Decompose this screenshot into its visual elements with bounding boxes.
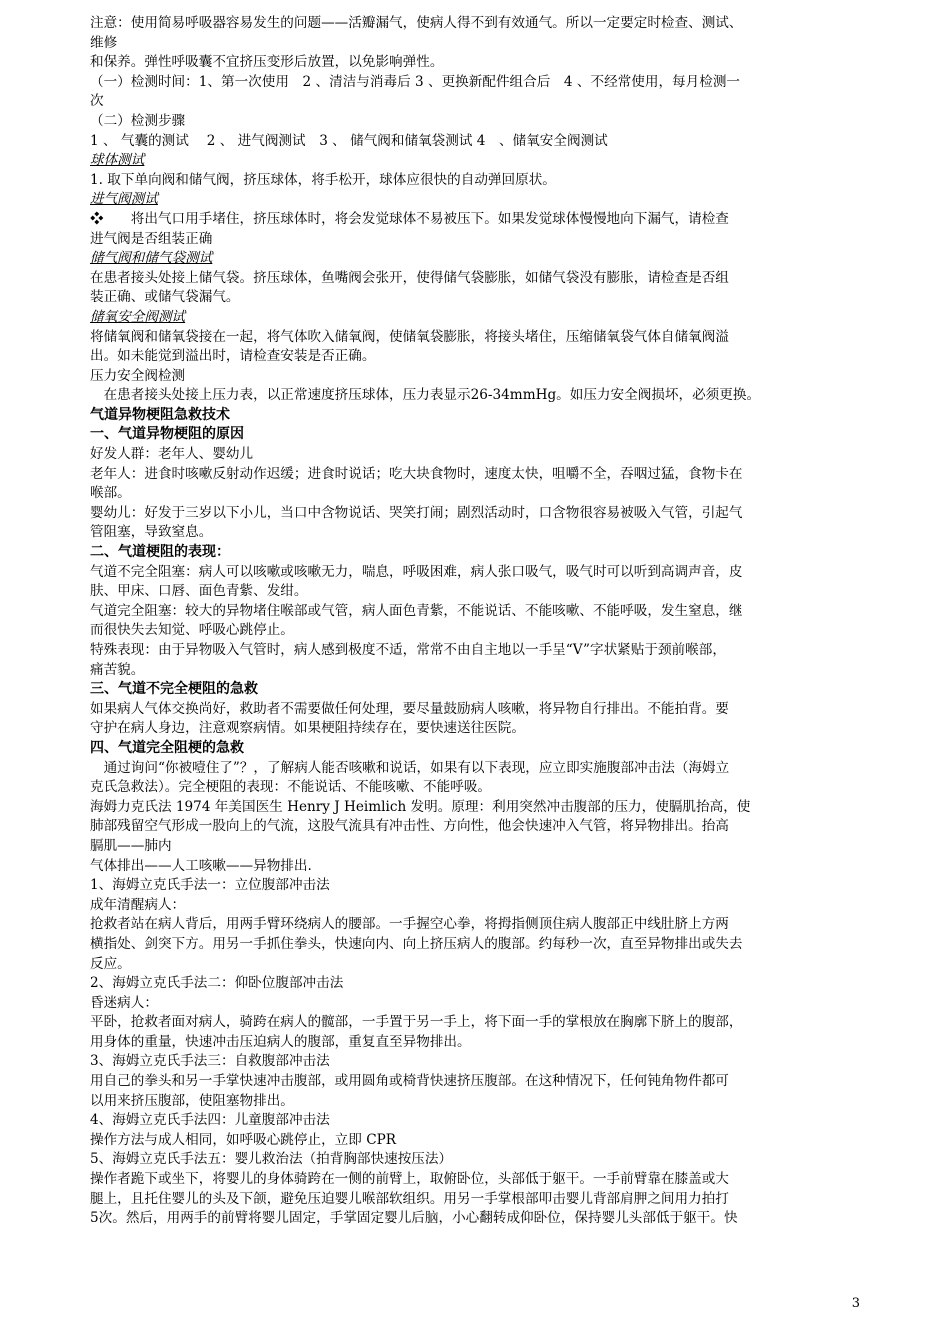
text-line: 操作方法与成人相同，如呼吸心跳停止，立即 CPR	[90, 1131, 396, 1148]
text-line: 2、海姆立克氏手法二：仰卧位腹部冲击法	[90, 975, 344, 992]
section-heading: 一、气道异物梗阻的原因	[90, 426, 244, 443]
text-line: 次	[90, 93, 104, 110]
text-line: 操作者跪下或坐下，将婴儿的身体骑跨在一侧的前臂上，取俯卧位，头部低于躯干。一手前臂靠在膝盖或大	[90, 1171, 729, 1188]
text-line: ❖ 将出气口用手堵住，挤压球体时，将会发觉球体不易被压下。如果发觉球体慢慢地向下漏气，请检查	[90, 210, 729, 227]
text-line: 用自己的拳头和另一手掌快速冲击腹部，或用圆角或椅背快速挤压腹部。在这种情况下，任何钝角物件都可	[90, 1073, 729, 1090]
text-line: 气体排出——人工咳嗽——异物排出.	[90, 857, 312, 874]
text-line: 在患者接头处接上压力表，以正常速度挤压球体，压力表显示26-34mmHg。如压力安全阀损坏，必须更换。	[90, 387, 761, 404]
text-line: 在患者接头处接上储气袋。挤压球体，鱼嘴阀会张开，使得储气袋膨胀，如储气袋没有膨胀，请检查是否组	[90, 269, 729, 286]
text-line: 3、海姆立克氏手法三：自救腹部冲击法	[90, 1053, 330, 1070]
text-line: 好发人群：老年人、婴幼儿	[90, 446, 254, 463]
text-line: 压力安全阀检测	[90, 367, 186, 384]
text-line: 将储氧阀和储氧袋接在一起，将气体吹入储氧阀，使储氧袋膨胀，将接头堵住，压缩储氧袋气体自储氧阀溢	[90, 328, 729, 345]
section-heading: 气道异物梗阻急救技术	[90, 406, 230, 423]
text-line: 1、海姆立克氏手法一：立位腹部冲击法	[90, 877, 330, 894]
text-line: 横指处、剑突下方。用另一手抓住拳头，快速向内、向上挤压病人的腹部。约每秒一次，直至异物排出或失去	[90, 935, 743, 952]
text-line: 肺部残留空气形成一股向上的气流，这股气流具有冲击性、方向性，他会快速冲入气管，将异物排出。抬高	[90, 818, 729, 835]
text-line: 管阻塞，导致窒息。	[90, 524, 213, 541]
subsection-title: 进气阀测试	[90, 191, 158, 208]
text-line: 克氏急救法）。完全梗阻的表现：不能说话、不能咳嗽、不能呼吸。	[90, 779, 492, 796]
text-line: 1 、 气囊的测试 2 、 进气阀测试 3 、 储气阀和储氧袋测试 4 、储氧安全阀测试	[90, 132, 608, 149]
text-line: 肤、甲床、口唇、面色青紫、发绀。	[90, 583, 308, 600]
text-line: 出。如未能觉到溢出时，请检查安装是否正确。	[90, 348, 376, 365]
text-line: 喉部。	[90, 485, 131, 502]
text-line: 用身体的重量，快速冲击压迫病人的腹部，重复直至异物排出。	[90, 1033, 471, 1050]
text-line: 特殊表现：由于异物吸入气管时，病人感到极度不适，常常不由自主地以一手呈“V”字状紧贴于颈前喉部，	[90, 642, 726, 658]
text-line: 5次。然后，用两手的前臂将婴儿固定，手掌固定婴儿后脑，小心翻转成仰卧位，保持婴儿头部低于躯干。快	[90, 1210, 738, 1227]
text-line: 5、海姆立克氏手法五：婴儿救治法（拍背胸部快速按压法）	[90, 1151, 453, 1168]
text-line: 进气阀是否组装正确	[90, 230, 213, 247]
text-line: （二）检测步骤	[90, 112, 186, 129]
text-line: 膈肌——肺内	[90, 837, 172, 854]
text-line: 和保养。弹性呼吸囊不宜挤压变形后放置，以免影响弹性。	[90, 54, 444, 71]
text-line: 注意：使用简易呼吸器容易发生的问题——活瓣漏气，使病人得不到有效通气。所以一定要定时检查、测试、	[90, 15, 743, 31]
text-line: 气道不完全阻塞：病人可以咳嗽或咳嗽无力，喘息，呼吸困难，病人张口吸气，吸气时可以听到高调声音，皮	[90, 563, 743, 580]
text-line: 装正确、或储气袋漏气。	[90, 289, 240, 306]
subsection-title: 球体测试	[90, 152, 145, 169]
page-number: 3	[851, 1296, 860, 1311]
text-line: 腿上，且托住婴儿的头及下颌，避免压迫婴儿喉部软组织。用另一手掌根部叩击婴儿背部肩胛之间用力拍打	[90, 1190, 729, 1207]
text-line: 4、海姆立克氏手法四：儿童腹部冲击法	[90, 1112, 330, 1129]
text-line: 气道完全阻塞：较大的异物堵住喉部或气管，病人面色青紫，不能说话、不能咳嗽、不能呼吸，发生窒息，继	[90, 602, 743, 619]
text-line: 平卧，抢救者面对病人，骑跨在病人的髋部，一手置于另一手上，将下面一手的掌根放在胸廓下脐上的腹部，	[90, 1014, 743, 1031]
section-heading: 二、气道梗阻的表现：	[90, 544, 230, 561]
section-heading: 三、气道不完全梗阻的急救	[90, 681, 258, 698]
text-line: 海姆力克氏法 1974 年美国医生 Henry J Heimlich 发明。原理：利用突然冲击腹部的压力，使膈肌抬高，使	[90, 798, 751, 815]
text-line: 痛苦貌。	[90, 661, 145, 678]
text-line: 而很快失去知觉、呼吸心跳停止。	[90, 622, 294, 639]
text-line: 反应。	[90, 955, 131, 972]
text-line: 婴幼儿：好发于三岁以下小儿，当口中含物说话、哭笑打闹；剧烈活动时，口含物很容易被吸入气管，引起气	[90, 504, 743, 521]
text-line: 抢救者站在病人背后，用两手臂环绕病人的腰部。一手握空心拳，将拇指侧顶住病人腹部正中线肚脐上方两	[90, 916, 729, 933]
text-line: 成年清醒病人：	[90, 896, 186, 913]
text-line: 以用来挤压腹部，使阻塞物排出。	[90, 1092, 294, 1109]
text-line: 通过询问“你被噎住了”？，了解病人能否咳嗽和说话，如果有以下表现，应立即实施腹部冲击法（海姆立	[90, 759, 730, 776]
subsection-title: 储氧安全阀测试	[90, 308, 186, 325]
text-line: 维修	[90, 34, 118, 51]
section-heading: 四、气道完全阻梗的急救	[90, 739, 244, 756]
text-line: 守护在病人身边，注意观察病情。如果梗阻持续存在，要快速送往医院。	[90, 720, 525, 737]
subsection-title: 储气阀和储气袋测试	[90, 250, 213, 267]
text-line: 1. 取下单向阀和储气阀，挤压球体，将手松开，球体应很快的自动弹回原状。	[90, 171, 556, 188]
text-line: 昏迷病人：	[90, 994, 158, 1011]
text-line: 老年人：进食时咳嗽反射动作迟缓；进食时说话；吃大块食物时，速度太快，咀嚼不全，吞咽过猛，食物卡在	[90, 465, 743, 482]
text-line: （一）检测时间：1、第一次使用 2 、清洁与消毒后 3 、更换新配件组合后 4 、不经常使用，每月检测一	[90, 73, 741, 90]
text-line: 如果病人气体交换尚好，救助者不需要做任何处理，要尽量鼓励病人咳嗽，将异物自行排出。不能拍背。要	[90, 700, 729, 717]
document-body	[90, 14, 862, 1229]
